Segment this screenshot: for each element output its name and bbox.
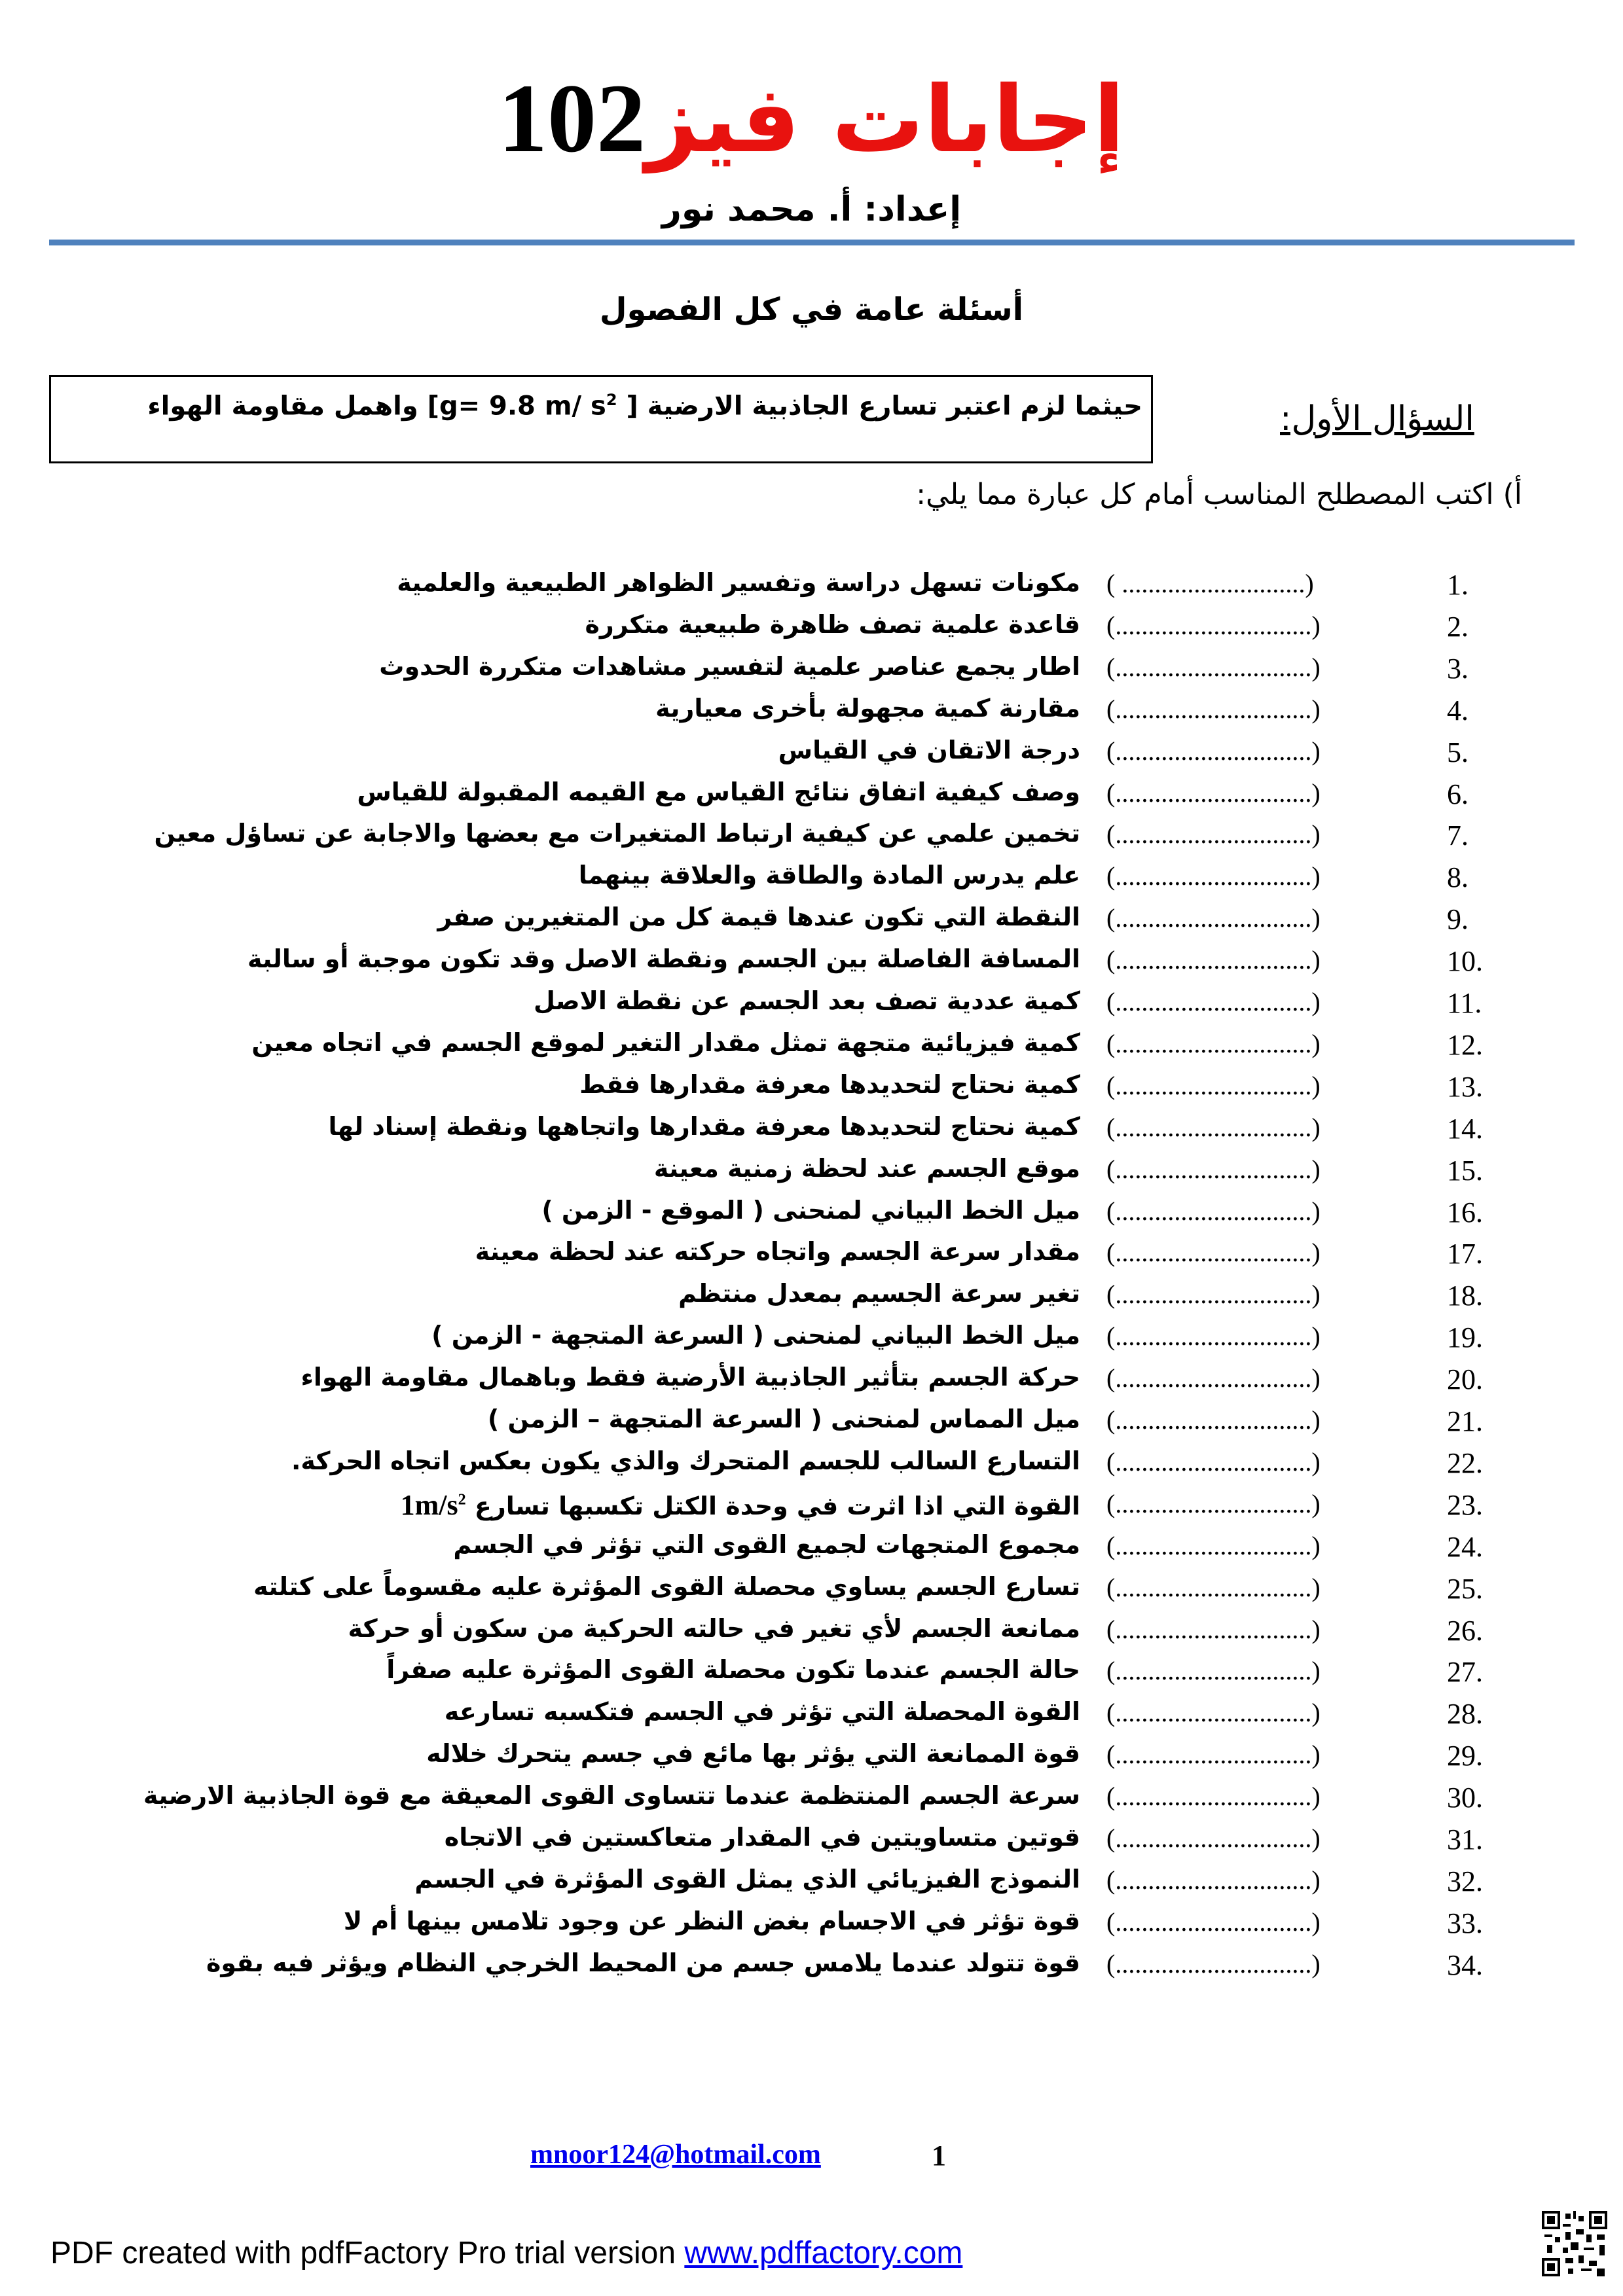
- page-number: 1: [932, 2140, 946, 2172]
- list-item: [0, 610, 1623, 652]
- list-item: [0, 1530, 1623, 1572]
- list-item: [0, 1363, 1623, 1405]
- answer-blank[interactable]: (..............................): [1106, 1740, 1321, 1770]
- answer-blank[interactable]: (..............................): [1106, 610, 1321, 640]
- item-number: 2.: [1447, 610, 1468, 643]
- item-text-content: قوة الممانعة التي يؤثر بها مائع في جسم يتحرك خلاله: [426, 1739, 1080, 1768]
- answer-blank[interactable]: (..............................): [1106, 1948, 1321, 1979]
- item-number: 1.: [1447, 569, 1468, 601]
- answer-blank[interactable]: (..............................): [1106, 945, 1321, 975]
- answer-blank[interactable]: (..............................): [1106, 1656, 1321, 1686]
- item-text-content: ميل الخط البياني لمنحنى ( الموقع - الزمن ): [541, 1195, 1080, 1225]
- answer-blank[interactable]: (..............................): [1106, 1028, 1321, 1058]
- note-sup: 2: [606, 391, 617, 409]
- list-item: [0, 1321, 1623, 1363]
- item-number: 33.: [1447, 1907, 1483, 1939]
- answer-blank[interactable]: (..............................): [1106, 1907, 1321, 1937]
- list-item: [0, 1446, 1623, 1488]
- item-text: [98, 1781, 1080, 1810]
- item-number: 24.: [1447, 1530, 1483, 1563]
- pdf-credit-text: PDF created with pdfFactory Pro trial version: [50, 2236, 685, 2270]
- item-number: 29.: [1447, 1740, 1483, 1772]
- answer-blank[interactable]: (..............................): [1106, 987, 1321, 1016]
- item-text: [98, 1530, 1080, 1559]
- answer-blank[interactable]: (..............................): [1106, 903, 1321, 933]
- list-item: [0, 1070, 1623, 1112]
- item-text: [98, 736, 1080, 764]
- item-number: 32.: [1447, 1865, 1483, 1897]
- item-text-content: ميل الخط البياني لمنحنى ( السرعة المتجهة - الزمن ): [431, 1321, 1080, 1350]
- item-text: [98, 861, 1080, 889]
- answer-blank[interactable]: (..............................): [1106, 819, 1321, 850]
- item-text: [98, 1321, 1080, 1350]
- item-text: [98, 1028, 1080, 1057]
- item-text: [98, 986, 1080, 1015]
- item-text-content: النقطة التي تكون عندها قيمة كل من المتغيرين صفر: [437, 903, 1080, 932]
- list-item: [0, 1781, 1623, 1823]
- item-text: [98, 819, 1080, 848]
- item-unit-sup: 2: [458, 1491, 466, 1509]
- item-text-content: القوة التي اذا اثرت في وحدة الكتل تكسبها تسارع: [474, 1491, 1080, 1520]
- item-text-content: حالة الجسم عندما تكون محصلة القوى المؤثرة عليه صفراً: [386, 1655, 1080, 1685]
- list-item: [0, 778, 1623, 819]
- list-item: [0, 819, 1623, 861]
- item-text-content: قوتين متساويتين في المقدار متعاكستين في الاتجاه: [444, 1823, 1080, 1852]
- list-item: [0, 1154, 1623, 1196]
- answer-blank[interactable]: ( ............................): [1106, 569, 1314, 598]
- list-item: [0, 861, 1623, 903]
- item-unit-base: 1m/s: [400, 1488, 458, 1521]
- item-text: [98, 1446, 1080, 1475]
- item-number: 20.: [1447, 1363, 1483, 1396]
- answer-blank[interactable]: (..............................): [1106, 1614, 1321, 1644]
- note-text: [98, 391, 1142, 421]
- list-item: [0, 1028, 1623, 1070]
- list-item: [0, 652, 1623, 694]
- item-number: 18.: [1447, 1280, 1483, 1312]
- item-text: [98, 610, 1080, 639]
- item-text: [98, 1363, 1080, 1391]
- answer-blank[interactable]: (..............................): [1106, 1572, 1321, 1602]
- page-title: [0, 62, 1623, 175]
- answer-blank[interactable]: (..............................): [1106, 1698, 1321, 1728]
- instruction-line: أ) اكتب المصطلح المناسب أمام كل عبارة مما يلي:: [916, 478, 1522, 511]
- item-number: 13.: [1447, 1070, 1483, 1103]
- item-text-content: القوة المحصلة التي تؤثر في الجسم فتكسبه تسارعه: [444, 1697, 1080, 1727]
- item-text-content: قوة تتولد عندما يلامس جسم من المحيط الخرجي النظام ويؤثر فيه بقوة: [206, 1948, 1080, 1977]
- answer-blank[interactable]: (..............................): [1106, 1363, 1321, 1393]
- answer-blank[interactable]: (..............................): [1106, 1112, 1321, 1142]
- item-text: [98, 1655, 1080, 1684]
- item-text: [98, 1948, 1080, 1977]
- answer-blank[interactable]: (..............................): [1106, 1823, 1321, 1853]
- answer-blank[interactable]: (..............................): [1106, 652, 1321, 682]
- item-text-content: النموذج الفيزيائي الذي يمثل القوى المؤثرة في الجسم: [414, 1864, 1080, 1893]
- item-number: 34.: [1447, 1948, 1483, 1981]
- item-text: [98, 1697, 1080, 1726]
- item-text-content: مجموع المتجهات لجميع القوى التي تؤثر في الجسم: [453, 1530, 1080, 1559]
- item-text-content: مكونات تسهل دراسة وتفسير الظواهر الطبيعية والعلمية: [397, 568, 1080, 597]
- item-text-content: وصف كيفية اتفاق نتائج القياس مع القيمه المقبولة للقياس: [357, 777, 1080, 806]
- list-item: [0, 1948, 1623, 1990]
- answer-blank[interactable]: (..............................): [1106, 1488, 1321, 1518]
- item-number: 7.: [1447, 819, 1468, 852]
- item-text-content: كمية عددية تصف بعد الجسم عن نقطة الاصل: [533, 986, 1080, 1015]
- item-number: 9.: [1447, 903, 1468, 936]
- header-divider: [49, 240, 1575, 245]
- item-text: [98, 1823, 1080, 1852]
- item-text-content: مقدار سرعة الجسم واتجاه حركته عند لحظة معينة: [475, 1237, 1080, 1266]
- list-item: [0, 1572, 1623, 1614]
- item-number: 12.: [1447, 1028, 1483, 1061]
- item-text: [98, 1488, 1080, 1522]
- answer-blank[interactable]: (..............................): [1106, 1865, 1321, 1895]
- answer-blank[interactable]: (..............................): [1106, 778, 1321, 808]
- list-item: [0, 1405, 1623, 1446]
- item-text-content: تسارع الجسم يساوي محصلة القوى المؤثرة عليه مقسوماً على كتلته: [253, 1571, 1080, 1601]
- title-text: إجابات فيز: [646, 67, 1125, 173]
- answer-blank[interactable]: (..............................): [1106, 1446, 1321, 1477]
- item-number: 11.: [1447, 987, 1482, 1019]
- item-text-content: درجة الاتقان في القياس: [778, 735, 1080, 764]
- item-text: [98, 1865, 1080, 1893]
- list-item: [0, 1697, 1623, 1739]
- answer-blank[interactable]: (..............................): [1106, 1238, 1321, 1268]
- list-item: [0, 1655, 1623, 1697]
- item-number: 30.: [1447, 1782, 1483, 1814]
- note-post: ] واهمل مقاومة الهواء: [147, 391, 439, 422]
- item-text: [98, 1154, 1080, 1183]
- item-text-content: قوة تؤثر في الاجسام بغض النظر عن وجود تلامس بينها أم لا: [343, 1906, 1080, 1935]
- item-text-content: سرعة الجسم المنتظمة عندما تتساوى القوى المعيقة مع قوة الجاذبية الارضية: [143, 1781, 1080, 1810]
- item-text: [98, 1907, 1080, 1935]
- section-title: أسئلة عامة في كل الفصول: [599, 291, 1024, 328]
- list-item: [0, 944, 1623, 986]
- item-text-content: اطار يجمع عناصر علمية لتفسير مشاهدات متكررة الحدوث: [379, 651, 1080, 681]
- list-item: [0, 1112, 1623, 1154]
- item-number: 16.: [1447, 1196, 1483, 1229]
- item-text-content: تغير سرعة الجسيم بمعدل منتظم: [678, 1279, 1080, 1308]
- item-number: 8.: [1447, 861, 1468, 894]
- answer-blank[interactable]: (..............................): [1106, 1321, 1321, 1352]
- list-item: [0, 1739, 1623, 1781]
- item-text: [98, 1279, 1080, 1308]
- list-item: [0, 986, 1623, 1028]
- item-number: 19.: [1447, 1321, 1483, 1354]
- item-text: [98, 778, 1080, 806]
- item-text-content: التسارع السالب للجسم المتحرك والذي يكون بعكس اتجاه الحركة.: [291, 1446, 1080, 1475]
- item-text: [98, 1614, 1080, 1643]
- item-number: 25.: [1447, 1572, 1483, 1605]
- list-item: [0, 1279, 1623, 1321]
- list-item: [0, 1614, 1623, 1656]
- item-text: [98, 694, 1080, 723]
- item-number: 14.: [1447, 1112, 1483, 1145]
- title-number: 102: [498, 64, 646, 173]
- item-number: 22.: [1447, 1446, 1483, 1479]
- answer-blank[interactable]: (..............................): [1106, 1154, 1321, 1184]
- answer-blank[interactable]: (..............................): [1106, 861, 1321, 891]
- item-number: 17.: [1447, 1238, 1483, 1270]
- item-text-content: قاعدة علمية تصف ظاهرة طبيعية متكررة: [585, 609, 1080, 639]
- item-text: [98, 944, 1080, 973]
- item-number: 23.: [1447, 1488, 1483, 1521]
- list-item: [0, 1907, 1623, 1948]
- item-number: 26.: [1447, 1614, 1483, 1647]
- item-text: [98, 1405, 1080, 1433]
- item-text: [98, 1196, 1080, 1225]
- list-item: [0, 903, 1623, 944]
- list-item: [0, 1488, 1623, 1530]
- item-text-content: حركة الجسم بتأثير الجاذبية الأرضية فقط وباهمال مقاومة الهواء: [301, 1363, 1080, 1392]
- answer-blank[interactable]: (..............................): [1106, 1782, 1321, 1812]
- item-text: [98, 1572, 1080, 1601]
- list-item: [0, 1196, 1623, 1238]
- answer-blank[interactable]: (..............................): [1106, 1530, 1321, 1560]
- item-number: 31.: [1447, 1823, 1483, 1856]
- answer-blank[interactable]: (..............................): [1106, 1070, 1321, 1100]
- item-text: [98, 568, 1080, 597]
- item-text-content: كمية نحتاج لتحديدها معرفة مقدارها فقط: [579, 1069, 1080, 1099]
- item-number: 15.: [1447, 1154, 1483, 1187]
- list-item: [0, 1237, 1623, 1279]
- list-item: [0, 1865, 1623, 1907]
- item-text-content: موقع الجسم عند لحظة زمنية معينة: [653, 1153, 1080, 1183]
- item-text: [98, 652, 1080, 681]
- item-text-content: المسافة الفاصلة بين الجسم ونقطة الاصل وقد تكون موجبة أو سالبة: [247, 944, 1080, 974]
- item-text-content: كمية فيزيائية متجهة تمثل مقدار التغير لموقع الجسم في اتجاه معين: [251, 1028, 1080, 1057]
- item-text-content: علم يدرس المادة والطاقة والعلاقة بينهما: [578, 861, 1080, 890]
- footer-email-link[interactable]: mnoor124@hotmail.com: [530, 2140, 821, 2170]
- item-text: [98, 1237, 1080, 1266]
- note-pre: حيثما لزم اعتبر تسارع الجاذبية الارضية [ g= 9.8 m/ s: [439, 391, 1142, 422]
- item-number: 5.: [1447, 736, 1468, 768]
- list-item: [0, 736, 1623, 778]
- item-number: 3.: [1447, 652, 1468, 685]
- answer-blank[interactable]: (..............................): [1106, 1280, 1321, 1310]
- item-number: 4.: [1447, 694, 1468, 726]
- item-text-content: كمية نحتاج لتحديدها معرفة مقدارها واتجاهها ونقطة إسناد لها: [328, 1111, 1080, 1141]
- list-item: [0, 568, 1623, 610]
- answer-blank[interactable]: (..............................): [1106, 694, 1321, 724]
- question-label: السؤال الأول:: [1280, 399, 1474, 439]
- answer-blank[interactable]: (..............................): [1106, 736, 1321, 766]
- qr-code-icon: [1542, 2211, 1607, 2276]
- list-item: [0, 694, 1623, 736]
- item-number: 28.: [1447, 1698, 1483, 1731]
- author-line: إعداد: أ. محمد نور: [661, 190, 962, 229]
- item-text-content: ميل المماس لمنحنى ( السرعة المتجهة – الزمن ): [487, 1405, 1080, 1433]
- item-number: 21.: [1447, 1405, 1483, 1437]
- item-text: [98, 903, 1080, 931]
- item-number: 27.: [1447, 1656, 1483, 1689]
- item-unit: [401, 1489, 466, 1521]
- answer-blank[interactable]: (..............................): [1106, 1196, 1321, 1226]
- item-text: [98, 1070, 1080, 1099]
- item-text-content: تخمين علمي عن كيفية ارتباط المتغيرات مع بعضها والاجابة عن تساؤل معين: [154, 819, 1080, 848]
- list-item: [0, 1823, 1623, 1865]
- pdf-credit-link[interactable]: www.pdffactory.com: [684, 2236, 963, 2270]
- item-number: 6.: [1447, 778, 1468, 810]
- item-text: [98, 1739, 1080, 1768]
- item-number: 10.: [1447, 945, 1483, 978]
- item-text-content: ممانعة الجسم لأي تغير في حالته الحركية من سكون أو حركة: [348, 1613, 1080, 1643]
- item-text-content: مقارنة كمية مجهولة بأخرى معيارية: [655, 693, 1080, 723]
- pdf-credit: [50, 2235, 962, 2271]
- answer-blank[interactable]: (..............................): [1106, 1405, 1321, 1435]
- item-text: [98, 1112, 1080, 1141]
